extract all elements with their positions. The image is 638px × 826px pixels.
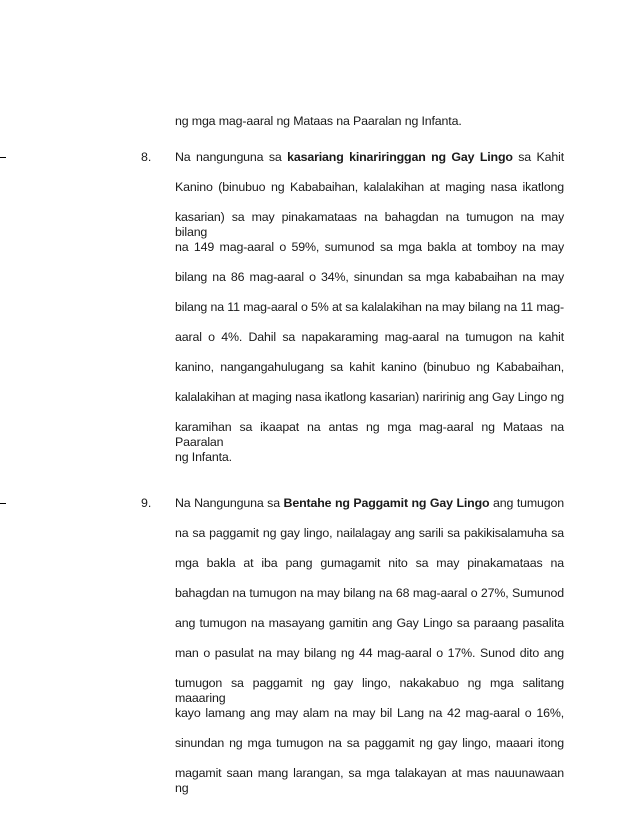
item-8-line-1-pre: Na nangunguna sa <box>175 150 288 164</box>
item-8-line-7: aaral o 4%. Dahil sa napakaraming mag-aaral na tumugon na kahit <box>175 330 564 344</box>
margin-mark <box>0 157 6 158</box>
item-9-line-9: sinundan ng mga tumugon na sa paggamit ng gay lingo, maaari itong <box>175 736 564 750</box>
item-9-line-10: magamit saan mang larangan, sa mga talakayan at mas nauunawaan ng <box>175 766 564 795</box>
item-9-line-2: na sa paggamit ng gay lingo, nailalagay ang sarili sa pakikisalamuha sa <box>175 526 564 540</box>
item-8-line-4: na 149 mag-aaral o 59%, sumunod sa mga bakla at tomboy na may <box>175 240 564 254</box>
item-8-line-3: kasarian) sa may pinakamataas na bahagdan na tumugon na may bilang <box>175 210 564 239</box>
item-9-line-6: man o pasulat na may bilang ng 44 mag-aaral o 17%. Sunod dito ang <box>175 646 564 660</box>
item-8-line-8: kanino, nangangahulugang sa kahit kanino (binubuo ng Kababaihan, <box>175 360 564 374</box>
item-9-line-7: tumugon sa paggamit ng gay lingo, nakakabuo ng mga salitang maaaring <box>175 676 564 705</box>
item-8-line-1-post: sa Kahit <box>512 150 564 164</box>
item-9-line-8: kayo lamang ang may alam na may bil Lang na 42 mag-aaral o 16%, <box>175 706 564 720</box>
item-8-heading: kasariang kinariringgan ng Gay Lingo <box>287 150 513 164</box>
item-9-line-4: bahagdan na tumugon na may bilang na 68 mag-aaral o 27%, Sumunod <box>175 586 564 600</box>
item-8-line-2: Kanino (binubuo ng Kababaihan, kalalakihan at maging nasa ikatlong <box>175 180 564 194</box>
item-8-line-11: ng Infanta. <box>175 450 232 464</box>
item-9-line-1 <box>175 496 564 511</box>
item-8-line-10: karamihan sa ikaapat na antas ng mga mag-aaral ng Mataas na Paaralan <box>175 420 564 449</box>
item-8-line-9: kalalakihan at maging nasa ikatlong kasarian) naririnig ang Gay Lingo ng <box>175 390 564 404</box>
item-8-number: 8. <box>141 150 152 164</box>
item-9-number: 9. <box>141 496 152 510</box>
item-8-line-5: bilang na 86 mag-aaral o 34%, sinundan sa mga kababaihan na may <box>175 270 564 284</box>
item-9-line-1-pre: Na Nangunguna sa <box>175 496 284 510</box>
item-8-line-1 <box>175 150 564 165</box>
intro-line: ng mga mag-aaral ng Mataas na Paaralan ng Infanta. <box>175 114 462 128</box>
item-9-line-1-post: ang tumugon <box>489 496 565 510</box>
item-9-heading: Bentahe ng Paggamit ng Gay Lingo <box>283 496 490 510</box>
item-9-line-5: ang tumugon na masayang gamitin ang Gay Lingo sa paraang pasalita <box>175 616 564 630</box>
margin-mark <box>0 503 6 504</box>
item-9-line-3: mga bakla at iba pang gumagamit nito sa may pinakamataas na <box>175 556 564 570</box>
item-8-line-6: bilang na 11 mag-aaral o 5% at sa kalalakihan na may bilang na 11 mag- <box>175 300 564 314</box>
